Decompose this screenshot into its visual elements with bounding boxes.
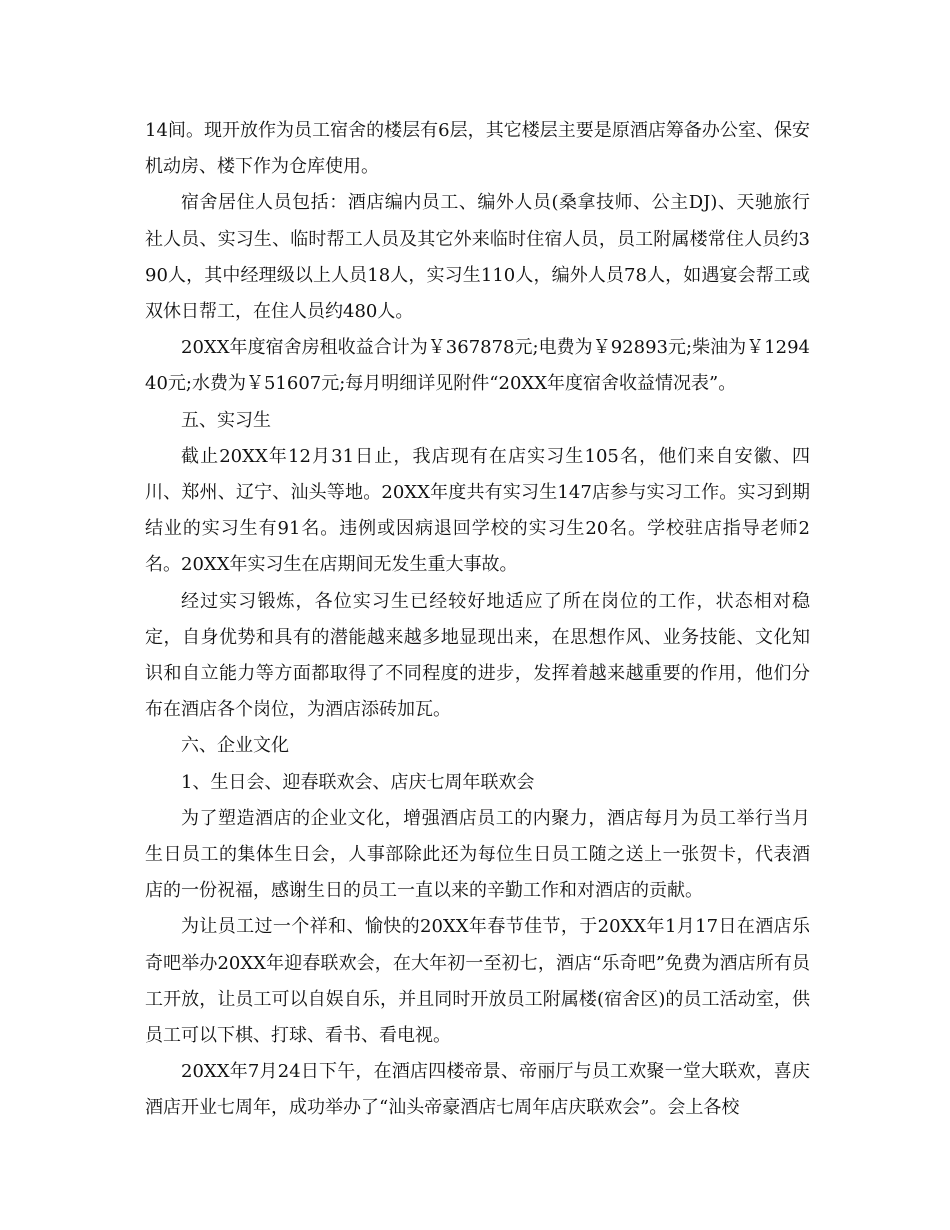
paragraph-6: 经过实习锻炼，各位实习生已经较好地适应了所在岗位的工作，状态相对稳定，自身优势和具有的潜能越来越多地显现出来，在思想作风、业务技能、文化知识和自立能力等方面都取得了不同程度的进步，发挥着越来越重要的作用，他们分布在酒店各个岗位，为酒店添砖加瓦。 — [145, 590, 810, 721]
document-body — [145, 113, 810, 1127]
paragraph-9: 为了塑造酒店的企业文化，增强酒店员工的内聚力，酒店每月为员工举行当月生日员工的集体生日会，人事部除此还为每位生日员工随之送上一张贺卡，代表酒店的一份祝福，感谢生日的员工一直以来的辛勤工作和对酒店的贡献。 — [145, 807, 810, 902]
section-heading-interns: 五、实习生 — [181, 409, 271, 431]
paragraph-11: 20XX年7月24日下午，在酒店四楼帝景、帝丽厅与员工欢聚一堂大联欢，喜庆酒店开业七周年，成功举办了“汕头帝豪酒店七周年店庆联欢会”。会上各校 — [145, 1061, 810, 1119]
paragraph-3: 20XX年度宿舍房租收益合计为￥367878元;电费为￥92893元;柴油为￥129440元;水费为￥51607元;每月明细详见附件“20XX年度宿舍收益情况表”。 — [145, 337, 810, 395]
paragraph-2: 宿舍居住人员包括：酒店编内员工、编外人员(桑拿技师、公主DJ)、天驰旅行社人员、实习生、临时帮工人员及其它外来临时住宿人员，员工附属楼常住人员约390人，其中经理级以上人员18人，实习生110人，编外人员78人，如遇宴会帮工或双休日帮工，在住人员约480人。 — [145, 192, 810, 323]
paragraph-5: 截止20XX年12月31日止，我店现有在店实习生105名，他们来自安徽、四川、郑州、辽宁、汕头等地。20XX年度共有实习生147店参与实习工作。实习到期结业的实习生有91名。违例或因病退回学校的实习生20名。学校驻店指导老师2名。20XX年实习生在店期间无发生重大事故。 — [145, 445, 810, 576]
paragraph-10: 为让员工过一个祥和、愉快的20XX年春节佳节，于20XX年1月17日在酒店乐奇吧举办20XX年迎春联欢会，在大年初一至初七，酒店“乐奇吧”免费为酒店所有员工开放，让员工可以自娱自乐，并且同时开放员工附属楼(宿舍区)的员工活动室，供员工可以下棋、打球、看书、看电视。 — [145, 916, 810, 1047]
paragraph-1: 14间。现开放作为员工宿舍的楼层有6层，其它楼层主要是原酒店筹备办公室、保安机动房、楼下作为仓库使用。 — [145, 120, 810, 178]
subheading-events: 1、生日会、迎春联欢会、店庆七周年联欢会 — [181, 771, 535, 793]
section-heading-culture: 六、企业文化 — [181, 735, 289, 757]
